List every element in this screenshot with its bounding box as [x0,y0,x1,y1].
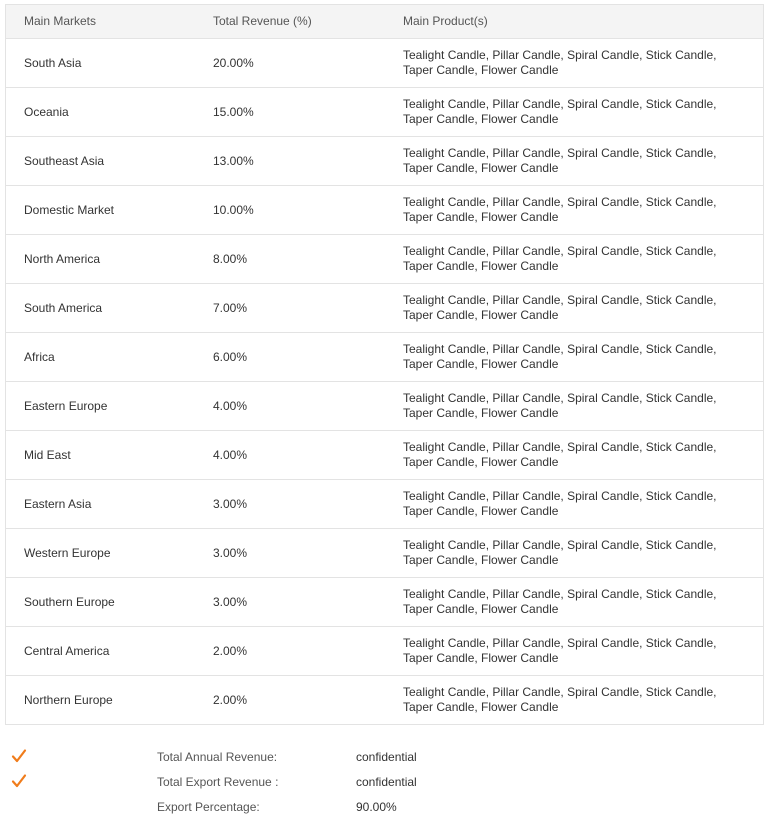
market-cell: Northern Europe [24,692,113,707]
products-line: Taper Candle, Flower Candle [403,308,559,322]
revenue-cell: 6.00% [213,349,248,364]
products-line: Tealight Candle, Pillar Candle, Spiral Candle, Stick Candle, [403,391,717,405]
market-cell: Eastern Asia [24,496,92,511]
products-line: Taper Candle, Flower Candle [403,259,559,273]
products-line: Tealight Candle, Pillar Candle, Spiral Candle, Stick Candle, [403,293,717,307]
table-row [6,137,763,186]
products-line: Tealight Candle, Pillar Candle, Spiral Candle, Stick Candle, [403,538,717,552]
products-cell [403,382,733,430]
summary-value: confidential [356,750,417,764]
market-cell: Oceania [24,104,69,119]
products-line: Taper Candle, Flower Candle [403,602,559,616]
header-main-products: Main Product(s) [403,14,488,28]
products-cell [403,186,733,234]
table-row [6,480,763,529]
table-row [6,529,763,578]
revenue-cell: 2.00% [213,643,248,658]
products-cell [403,431,733,479]
check-icon [11,773,27,789]
summary-row-export-revenue [0,771,772,796]
market-cell: Central America [24,643,110,658]
summary-label: Total Annual Revenue: [157,750,278,764]
revenue-cell: 3.00% [213,594,248,609]
products-line: Taper Candle, Flower Candle [403,357,559,371]
header-main-markets: Main Markets [24,14,97,28]
table-row [6,431,763,480]
market-cell: Western Europe [24,545,111,560]
products-line: Tealight Candle, Pillar Candle, Spiral Candle, Stick Candle, [403,97,717,111]
table-row [6,284,763,333]
summary-label: Total Export Revenue : [157,775,279,789]
table-row [6,333,763,382]
revenue-cell: 4.00% [213,447,248,462]
summary-row-annual-revenue [0,746,772,771]
revenue-cell: 15.00% [213,104,254,119]
products-line: Taper Candle, Flower Candle [403,504,559,518]
products-cell [403,235,733,283]
products-line: Taper Candle, Flower Candle [403,112,559,126]
market-cell: Africa [24,349,55,364]
products-line: Tealight Candle, Pillar Candle, Spiral Candle, Stick Candle, [403,146,717,160]
products-line: Tealight Candle, Pillar Candle, Spiral Candle, Stick Candle, [403,342,717,356]
revenue-cell: 7.00% [213,300,248,315]
table-header [6,5,763,39]
revenue-cell: 20.00% [213,55,254,70]
products-line: Taper Candle, Flower Candle [403,406,559,420]
table-row [6,627,763,676]
products-line: Taper Candle, Flower Candle [403,161,559,175]
table-row [6,676,763,724]
table-body [6,39,763,724]
products-line: Tealight Candle, Pillar Candle, Spiral Candle, Stick Candle, [403,489,717,503]
summary-row-export-percentage [0,796,772,821]
products-cell [403,137,733,185]
products-cell [403,333,733,381]
products-line: Tealight Candle, Pillar Candle, Spiral Candle, Stick Candle, [403,636,717,650]
summary-label: Export Percentage: [157,800,260,814]
revenue-summary [0,746,772,821]
products-line: Taper Candle, Flower Candle [403,700,559,714]
market-cell: North America [24,251,101,266]
market-cell: Eastern Europe [24,398,108,413]
market-cell: South America [24,300,103,315]
summary-value: confidential [356,775,417,789]
products-line: Taper Candle, Flower Candle [403,455,559,469]
products-line: Tealight Candle, Pillar Candle, Spiral Candle, Stick Candle, [403,244,717,258]
revenue-cell: 3.00% [213,496,248,511]
revenue-cell: 10.00% [213,202,254,217]
market-cell: Southern Europe [24,594,115,609]
table-row [6,235,763,284]
summary-value: 90.00% [356,800,397,814]
revenue-cell: 2.00% [213,692,248,707]
table-row [6,382,763,431]
market-cell: Domestic Market [24,202,115,217]
market-cell: South Asia [24,55,82,70]
market-cell: Southeast Asia [24,153,105,168]
revenue-cell: 4.00% [213,398,248,413]
products-line: Tealight Candle, Pillar Candle, Spiral Candle, Stick Candle, [403,587,717,601]
products-cell [403,627,733,675]
products-cell [403,88,733,136]
products-cell [403,284,733,332]
products-cell [403,578,733,626]
products-cell [403,480,733,528]
products-line: Taper Candle, Flower Candle [403,553,559,567]
products-line: Taper Candle, Flower Candle [403,651,559,665]
products-line: Taper Candle, Flower Candle [403,63,559,77]
header-total-revenue: Total Revenue (%) [213,14,312,28]
revenue-cell: 13.00% [213,153,254,168]
market-cell: Mid East [24,447,71,462]
table-row [6,88,763,137]
products-cell [403,39,733,87]
products-line: Tealight Candle, Pillar Candle, Spiral Candle, Stick Candle, [403,685,717,699]
table-row [6,39,763,88]
revenue-cell: 3.00% [213,545,248,560]
products-line: Tealight Candle, Pillar Candle, Spiral Candle, Stick Candle, [403,48,717,62]
products-line: Tealight Candle, Pillar Candle, Spiral Candle, Stick Candle, [403,440,717,454]
products-line: Taper Candle, Flower Candle [403,210,559,224]
products-cell [403,676,733,724]
products-cell [403,529,733,577]
main-markets-table [5,4,764,725]
revenue-cell: 8.00% [213,251,248,266]
table-row [6,578,763,627]
products-line: Tealight Candle, Pillar Candle, Spiral Candle, Stick Candle, [403,195,717,209]
check-icon [11,748,27,764]
table-row [6,186,763,235]
